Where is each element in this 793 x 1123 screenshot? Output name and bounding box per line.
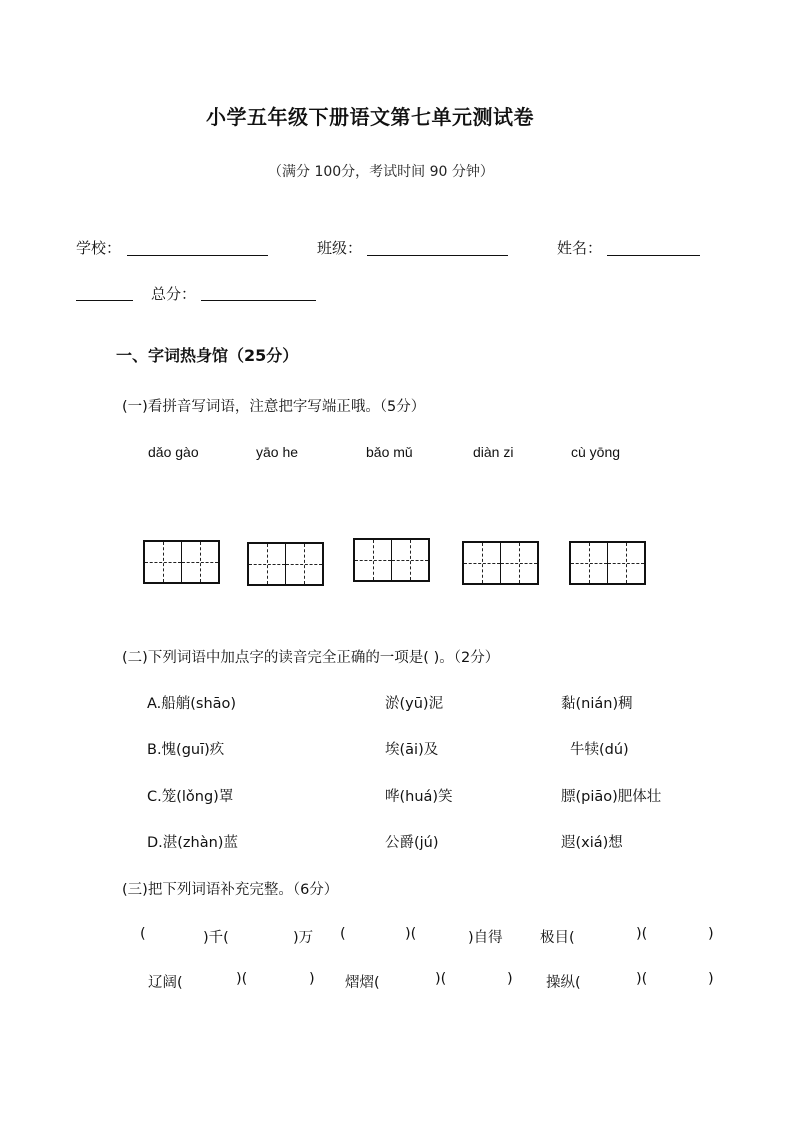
name-field[interactable] [607,255,700,256]
school-field[interactable] [127,255,268,256]
total-label: 总分： [151,285,197,303]
school-label: 学校： [76,239,122,257]
grid-cell[interactable] [286,544,322,584]
fill-row2-part: 熠熠( [345,975,380,991]
fill-row2-part: )( [435,971,447,987]
writing-grid-2[interactable] [247,542,324,586]
grid-cell[interactable] [464,543,501,583]
fill-row1-part: )( [405,926,417,942]
fill-row2-part: ) [708,971,714,987]
fill-row1-part: 极目( [540,930,575,946]
option-a-word-2: 淤(yū)泥 [385,696,444,712]
pinyin-4: diàn zi [473,444,514,460]
exam-info: （满分 100分，考试时间 90 分钟） [268,164,494,180]
writing-grid-4[interactable] [462,541,539,585]
name-label: 姓名： [557,239,603,257]
option-d-word-2: 公爵(jú) [385,835,439,851]
fill-row1-part: )( [636,926,648,942]
question-3-prompt: (三)把下列词语补充完整。（6分） [122,882,339,898]
option-b-word-1: B.愧(guī)疚 [147,742,225,758]
total-field[interactable] [201,300,316,301]
pinyin-5: cù yōng [571,444,621,460]
class-field[interactable] [367,255,508,256]
page-title: 小学五年级下册语文第七单元测试卷 [206,105,534,129]
grid-cell[interactable] [392,540,428,580]
section-heading: 一、字词热身馆（25分） [116,346,299,365]
fill-row1-part: )万 [293,930,314,946]
option-d-word-3: 遐(xiá)想 [561,835,623,851]
writing-grid-3[interactable] [353,538,430,582]
option-a-word-3: 黏(nián)稠 [561,696,633,712]
option-b-word-3: 牛犊(dú) [570,742,629,758]
option-c-word-1: C.笼(lǒng)罩 [147,789,234,805]
pinyin-3: bǎo mǔ [366,444,413,460]
grid-cell[interactable] [249,544,286,584]
grid-cell[interactable] [571,543,608,583]
writing-grid-1[interactable] [143,540,220,584]
fill-row1-part: ) [708,926,714,942]
fill-row2-part: )( [236,971,248,987]
option-c-word-3: 膘(piāo)肥体壮 [561,789,662,805]
fill-row2-part: 辽阔( [148,975,183,991]
grid-cell[interactable] [182,542,218,582]
fill-row2-part: ) [507,971,513,987]
grid-cell[interactable] [501,543,537,583]
option-c-word-2: 哗(huá)笑 [385,789,453,805]
fill-row1-part: )自得 [468,930,503,946]
class-label: 班级： [317,239,363,257]
option-d-word-1: D.湛(zhàn)蓝 [147,835,238,851]
fill-row1-part: )千( [203,930,229,946]
fill-row2-part: 操纵( [546,975,581,991]
name-field-continued[interactable] [76,300,133,301]
grid-cell[interactable] [355,540,392,580]
fill-row2-part: ) [309,971,315,987]
pinyin-1: dǎo gào [148,444,199,460]
fill-row1-part: ( [340,926,346,942]
writing-grid-5[interactable] [569,541,646,585]
fill-row2-part: )( [636,971,648,987]
grid-cell[interactable] [608,543,644,583]
question-1-prompt: (一)看拼音写词语，注意把字写端正哦。（5分） [122,399,426,415]
grid-cell[interactable] [145,542,182,582]
option-b-word-2: 埃(āi)及 [385,742,439,758]
question-2-prompt: (二)下列词语中加点字的读音完全正确的一项是( )。（2分） [122,650,500,666]
pinyin-2: yāo he [256,444,299,460]
fill-row1-part: ( [140,926,146,942]
option-a-word-1: A.船艄(shāo) [147,696,237,712]
